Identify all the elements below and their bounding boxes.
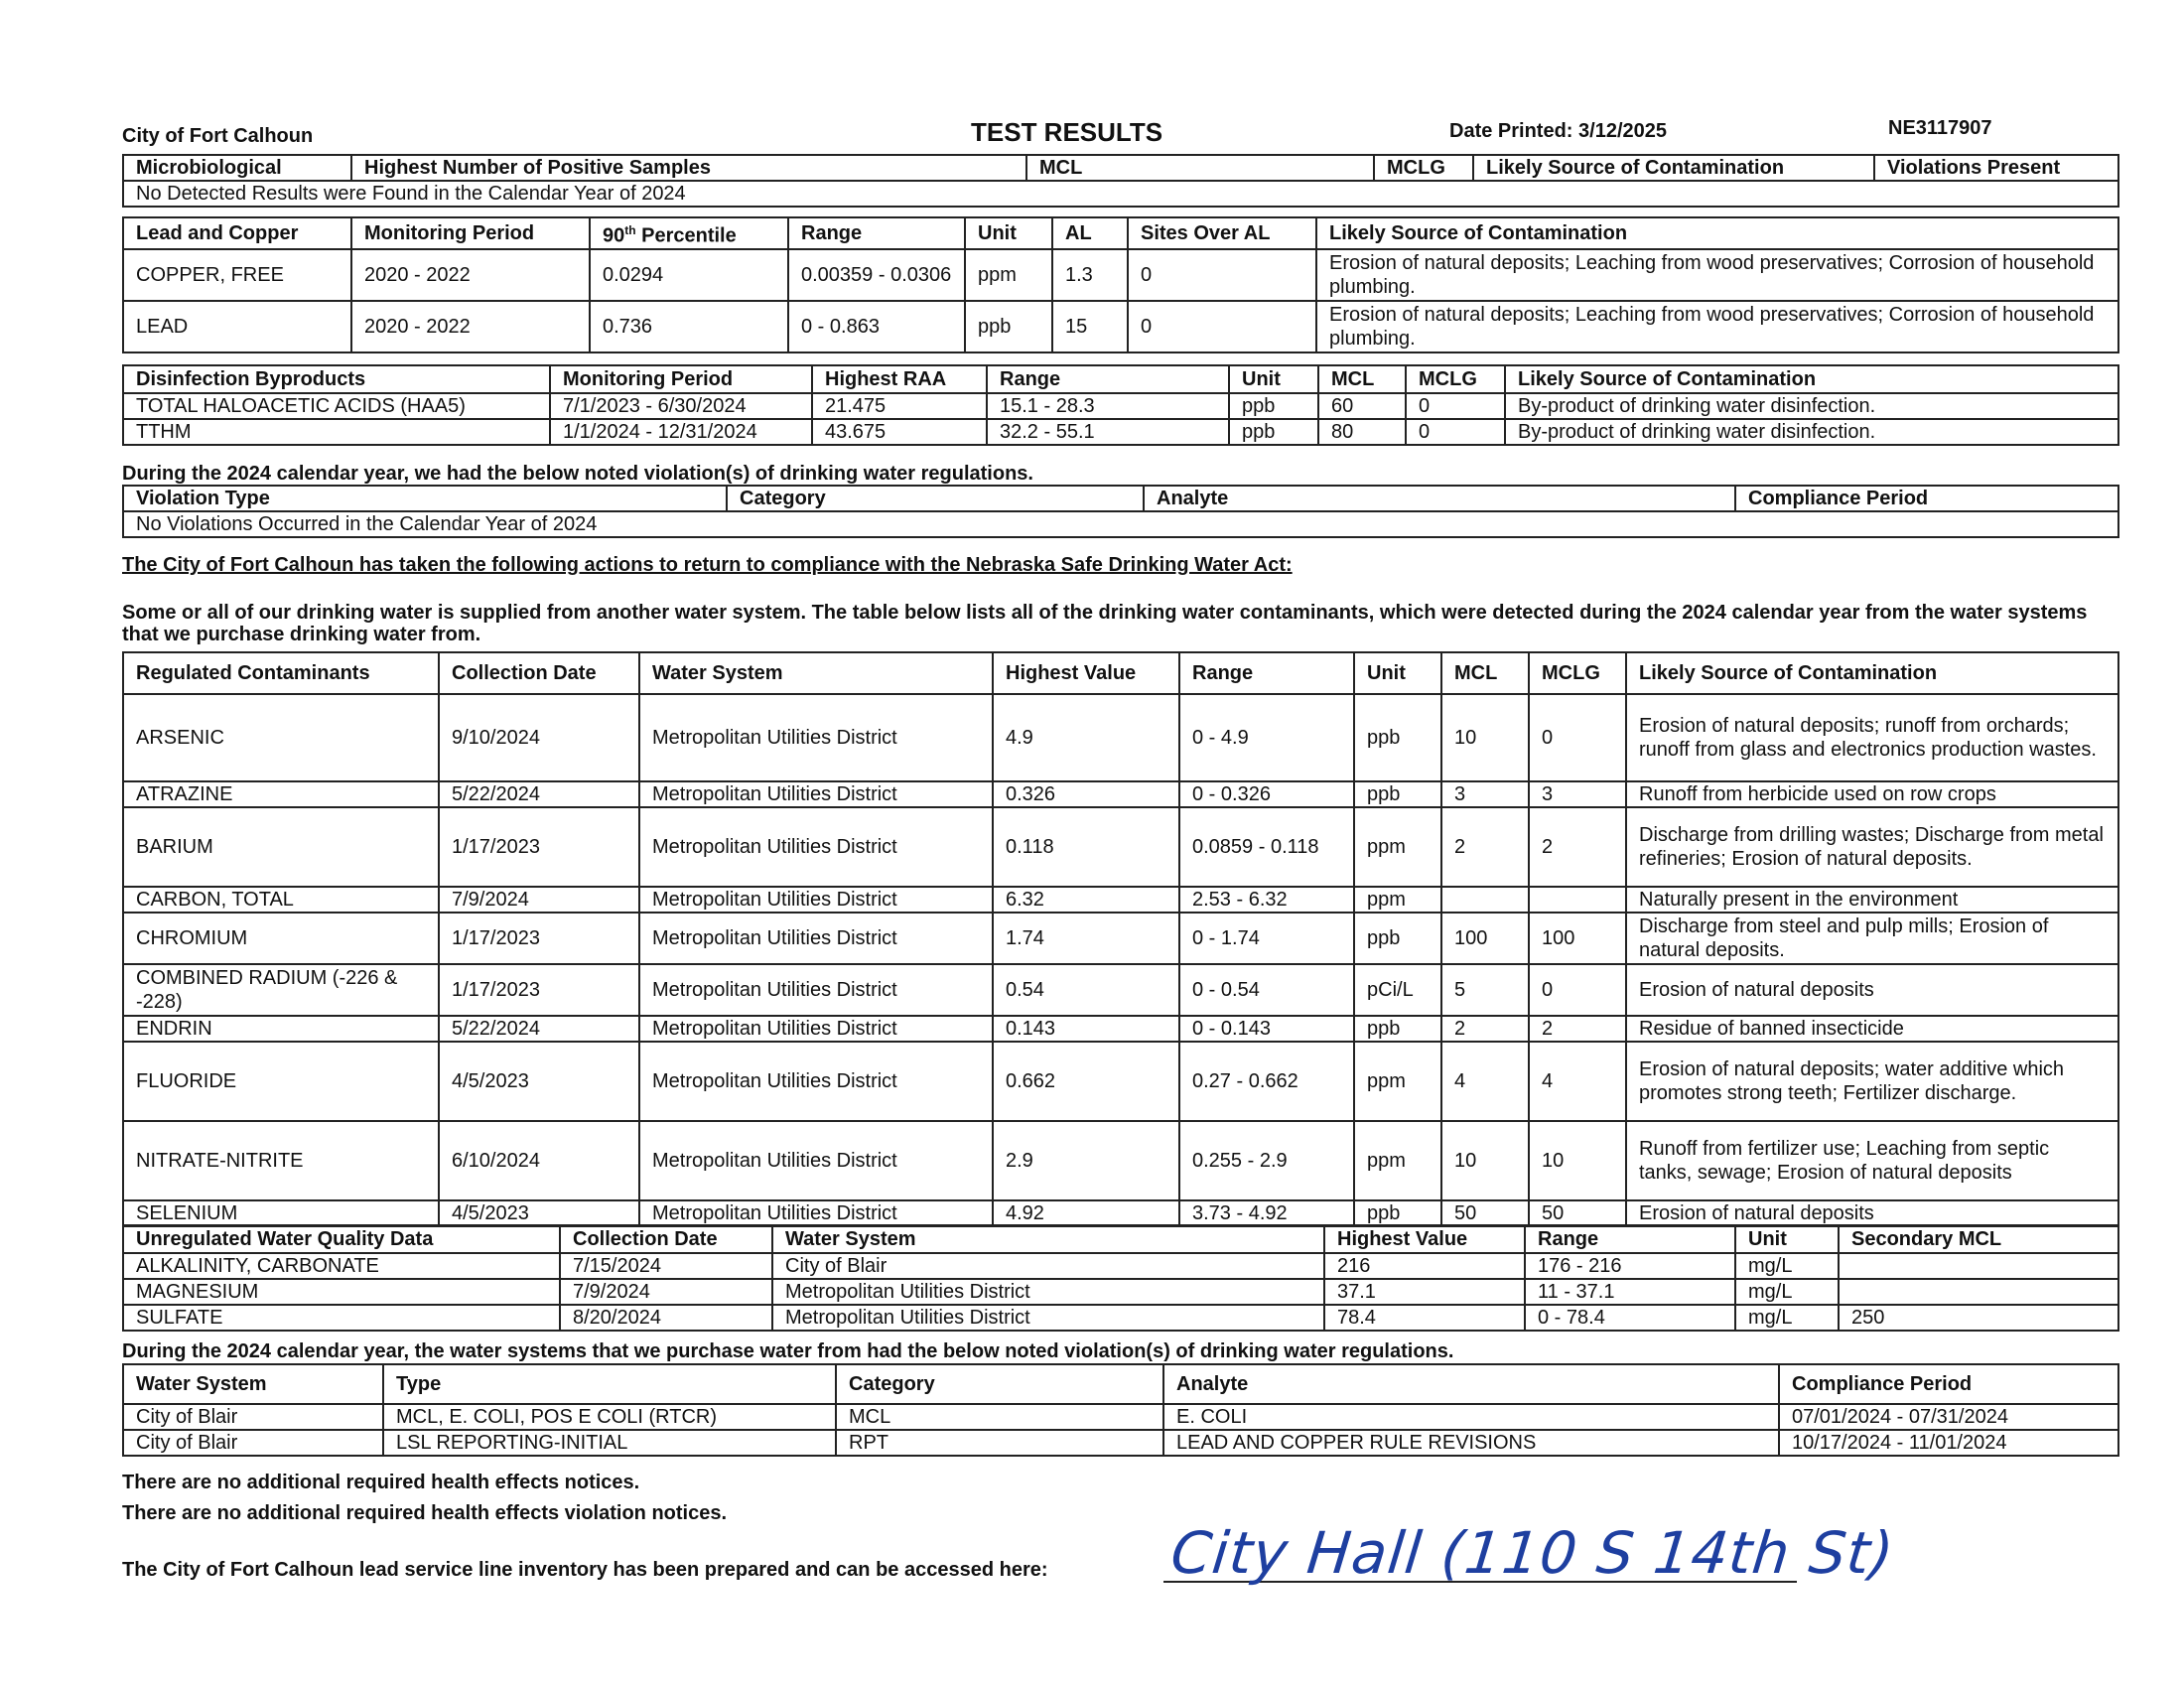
column-header: Violations Present bbox=[1874, 155, 2118, 181]
cell: Metropolitan Utilities District bbox=[639, 781, 993, 807]
column-header: Unit bbox=[965, 217, 1052, 249]
cell: 21.475 bbox=[812, 393, 987, 419]
cell: Metropolitan Utilities District bbox=[639, 1121, 993, 1200]
cell: 0.0294 bbox=[590, 249, 788, 301]
table-row bbox=[123, 887, 2118, 913]
cell: 176 - 216 bbox=[1525, 1253, 1735, 1279]
table-header-row bbox=[123, 1364, 2118, 1404]
cell: 15.1 - 28.3 bbox=[987, 393, 1229, 419]
cell: 4 bbox=[1529, 1042, 1626, 1121]
cell: 0 - 0.54 bbox=[1179, 964, 1354, 1016]
column-header: MCLG bbox=[1406, 365, 1505, 393]
cell: Metropolitan Utilities District bbox=[639, 1200, 993, 1226]
cell: 3 bbox=[1529, 781, 1626, 807]
cell: Discharge from drilling wastes; Discharge from metal refineries; Erosion of natural deposits. bbox=[1626, 807, 2118, 887]
cell: 78.4 bbox=[1324, 1305, 1525, 1331]
cell: Metropolitan Utilities District bbox=[639, 694, 993, 781]
handwritten-location: City Hall (110 S 14th St) bbox=[1167, 1519, 1898, 1587]
table-row bbox=[123, 807, 2118, 887]
column-header: Range bbox=[987, 365, 1229, 393]
cell: 15 bbox=[1052, 301, 1128, 352]
cell: ENDRIN bbox=[123, 1016, 439, 1042]
column-header: Unregulated Water Quality Data bbox=[123, 1225, 560, 1253]
column-header: Compliance Period bbox=[1779, 1364, 2118, 1404]
column-header: 90th Percentile bbox=[590, 217, 788, 249]
table-row bbox=[123, 1430, 2118, 1456]
cell: Metropolitan Utilities District bbox=[639, 807, 993, 887]
cell: 0 bbox=[1406, 393, 1505, 419]
table-note: No Violations Occurred in the Calendar Year of 2024 bbox=[123, 511, 2118, 537]
cell: 250 bbox=[1839, 1305, 2118, 1331]
cell: 60 bbox=[1318, 393, 1406, 419]
table-row bbox=[123, 301, 2118, 352]
column-header: MCL bbox=[1026, 155, 1374, 181]
cell: 0 - 0.863 bbox=[788, 301, 965, 352]
cell: 0.00359 - 0.0306 bbox=[788, 249, 965, 301]
cell: City of Blair bbox=[772, 1253, 1324, 1279]
cell: 2 bbox=[1441, 807, 1529, 887]
cell: 2020 - 2022 bbox=[351, 249, 590, 301]
cell: 0.143 bbox=[993, 1016, 1179, 1042]
cell: 1/17/2023 bbox=[439, 807, 639, 887]
cell: Residue of banned insecticide bbox=[1626, 1016, 2118, 1042]
column-header: Likely Source of Contamination bbox=[1473, 155, 1874, 181]
cell: Discharge from steel and pulp mills; Erosion of natural deposits. bbox=[1626, 913, 2118, 964]
cell: By-product of drinking water disinfection. bbox=[1505, 419, 2118, 445]
cell: TOTAL HALOACETIC ACIDS (HAA5) bbox=[123, 393, 550, 419]
cell: Erosion of natural deposits bbox=[1626, 964, 2118, 1016]
unregulated-data-table bbox=[122, 1224, 2119, 1332]
cell: 2.53 - 6.32 bbox=[1179, 887, 1354, 913]
table-header-row bbox=[123, 155, 2118, 181]
cell: 0.736 bbox=[590, 301, 788, 352]
table-header-row bbox=[123, 486, 2118, 511]
cell: 0 bbox=[1406, 419, 1505, 445]
cell: ppb bbox=[1354, 781, 1441, 807]
cell: Metropolitan Utilities District bbox=[639, 1042, 993, 1121]
cell: mg/L bbox=[1735, 1305, 1839, 1331]
column-header: Highest RAA bbox=[812, 365, 987, 393]
cell: 0 - 1.74 bbox=[1179, 913, 1354, 964]
cell: 4.9 bbox=[993, 694, 1179, 781]
cell: Erosion of natural deposits; Leaching from wood preservatives; Corrosion of household plumbing. bbox=[1316, 301, 2118, 352]
cell: 07/01/2024 - 07/31/2024 bbox=[1779, 1404, 2118, 1430]
health-violation-notice: There are no additional required health effects violation notices. bbox=[122, 1502, 728, 1524]
column-header: Microbiological bbox=[123, 155, 351, 181]
cell: CARBON, TOTAL bbox=[123, 887, 439, 913]
regulated-contaminants-table bbox=[122, 651, 2119, 1227]
column-header: Likely Source of Contamination bbox=[1316, 217, 2118, 249]
column-header: Disinfection Byproducts bbox=[123, 365, 550, 393]
cell: ppm bbox=[965, 249, 1052, 301]
cell: 7/9/2024 bbox=[439, 887, 639, 913]
cell: 50 bbox=[1529, 1200, 1626, 1226]
cell: 0 bbox=[1128, 249, 1316, 301]
cell: 0.0859 - 0.118 bbox=[1179, 807, 1354, 887]
column-header: Unit bbox=[1229, 365, 1318, 393]
cell: 3.73 - 4.92 bbox=[1179, 1200, 1354, 1226]
cell: 7/9/2024 bbox=[560, 1279, 772, 1305]
cell: 1/17/2023 bbox=[439, 913, 639, 964]
cell: 2 bbox=[1441, 1016, 1529, 1042]
cell: SULFATE bbox=[123, 1305, 560, 1331]
table-row bbox=[123, 511, 2118, 537]
column-header: Monitoring Period bbox=[351, 217, 590, 249]
cell: ppb bbox=[1354, 694, 1441, 781]
cell: FLUORIDE bbox=[123, 1042, 439, 1121]
column-header: Lead and Copper bbox=[123, 217, 351, 249]
cell: 1.74 bbox=[993, 913, 1179, 964]
cell: NITRATE-NITRITE bbox=[123, 1121, 439, 1200]
purchased-water-text: Some or all of our drinking water is supplied from another water system. The table below lists all of the drinking water contaminants, which were detected during the 2024 calendar year from the water systems that we purchase drinking water from. bbox=[122, 602, 2088, 645]
cell: ppb bbox=[1354, 913, 1441, 964]
column-header: Compliance Period bbox=[1735, 486, 2118, 511]
cell: 0 - 0.143 bbox=[1179, 1016, 1354, 1042]
cell: 0.326 bbox=[993, 781, 1179, 807]
cell: 0 bbox=[1529, 964, 1626, 1016]
cell: Erosion of natural deposits; Leaching from wood preservatives; Corrosion of household plumbing. bbox=[1316, 249, 2118, 301]
cell: 0.27 - 0.662 bbox=[1179, 1042, 1354, 1121]
column-header: Regulated Contaminants bbox=[123, 652, 439, 694]
column-header: Analyte bbox=[1144, 486, 1735, 511]
table-row bbox=[123, 1016, 2118, 1042]
cell: 10 bbox=[1441, 694, 1529, 781]
table-note: No Detected Results were Found in the Calendar Year of 2024 bbox=[123, 181, 2118, 207]
cell: 1/1/2024 - 12/31/2024 bbox=[550, 419, 812, 445]
table-row bbox=[123, 1404, 2118, 1430]
cell: mg/L bbox=[1735, 1253, 1839, 1279]
table-row bbox=[123, 1042, 2118, 1121]
health-effects-notice: There are no additional required health effects notices. bbox=[122, 1472, 640, 1493]
cell: ppb bbox=[1354, 1016, 1441, 1042]
cell: 0 bbox=[1529, 694, 1626, 781]
column-header: Type bbox=[383, 1364, 836, 1404]
cell: MCL, E. COLI, POS E COLI (RTCR) bbox=[383, 1404, 836, 1430]
cell: ppm bbox=[1354, 807, 1441, 887]
cell: 3 bbox=[1441, 781, 1529, 807]
cell: 10 bbox=[1529, 1121, 1626, 1200]
date-printed: Date Printed: 3/12/2025 bbox=[1449, 120, 1667, 142]
cell: 2020 - 2022 bbox=[351, 301, 590, 352]
cell: LSL REPORTING-INITIAL bbox=[383, 1430, 836, 1456]
column-header: Highest Value bbox=[1324, 1225, 1525, 1253]
table-row bbox=[123, 1121, 2118, 1200]
cell bbox=[1529, 887, 1626, 913]
cell: 0 - 0.326 bbox=[1179, 781, 1354, 807]
column-header: Range bbox=[1525, 1225, 1735, 1253]
cell: City of Blair bbox=[123, 1430, 383, 1456]
cell: 10 bbox=[1441, 1121, 1529, 1200]
cell: 100 bbox=[1529, 913, 1626, 964]
cell: COPPER, FREE bbox=[123, 249, 351, 301]
cell: ppm bbox=[1354, 887, 1441, 913]
table-row bbox=[123, 1305, 2118, 1331]
cell: 37.1 bbox=[1324, 1279, 1525, 1305]
cell: mg/L bbox=[1735, 1279, 1839, 1305]
cell: ppb bbox=[965, 301, 1052, 352]
violations-intro: During the 2024 calendar year, we had the below noted violation(s) of drinking water regulations. bbox=[122, 463, 1033, 485]
cell: 6.32 bbox=[993, 887, 1179, 913]
column-header: Category bbox=[727, 486, 1144, 511]
column-header: MCL bbox=[1441, 652, 1529, 694]
table-row bbox=[123, 694, 2118, 781]
cell: 50 bbox=[1441, 1200, 1529, 1226]
purchased-violations-intro: During the 2024 calendar year, the water systems that we purchase water from had the below noted violation(s) of drinking water regulations. bbox=[122, 1340, 1454, 1362]
cell: By-product of drinking water disinfection. bbox=[1505, 393, 2118, 419]
table-row bbox=[123, 181, 2118, 207]
cell: 80 bbox=[1318, 419, 1406, 445]
violations-table bbox=[122, 485, 2119, 538]
column-header: Likely Source of Contamination bbox=[1505, 365, 2118, 393]
cell: Metropolitan Utilities District bbox=[772, 1305, 1324, 1331]
cell: 0 - 4.9 bbox=[1179, 694, 1354, 781]
cell: LEAD bbox=[123, 301, 351, 352]
cell: 32.2 - 55.1 bbox=[987, 419, 1229, 445]
cell: 4 bbox=[1441, 1042, 1529, 1121]
table-row bbox=[123, 913, 2118, 964]
column-header: MCLG bbox=[1529, 652, 1626, 694]
column-header: Sites Over AL bbox=[1128, 217, 1316, 249]
column-header: Highest Value bbox=[993, 652, 1179, 694]
table-header-row bbox=[123, 1225, 2118, 1253]
cell: SELENIUM bbox=[123, 1200, 439, 1226]
cell: ALKALINITY, CARBONATE bbox=[123, 1253, 560, 1279]
cell: E. COLI bbox=[1163, 1404, 1779, 1430]
cell: ATRAZINE bbox=[123, 781, 439, 807]
lead-copper-table bbox=[122, 216, 2119, 353]
compliance-actions-text: The City of Fort Calhoun has taken the following actions to return to compliance with the Nebraska Safe Drinking Water Act: bbox=[122, 554, 1293, 576]
cell: pCi/L bbox=[1354, 964, 1441, 1016]
column-header: MCL bbox=[1318, 365, 1406, 393]
cell: Erosion of natural deposits; runoff from orchards; runoff from glass and electronics production wastes. bbox=[1626, 694, 2118, 781]
cell: ppm bbox=[1354, 1042, 1441, 1121]
column-header: Range bbox=[1179, 652, 1354, 694]
cell bbox=[1839, 1253, 2118, 1279]
column-header: Unit bbox=[1735, 1225, 1839, 1253]
column-header: Water System bbox=[639, 652, 993, 694]
cell: ppb bbox=[1229, 393, 1318, 419]
disinfection-byproducts-table bbox=[122, 364, 2119, 446]
lsl-inventory-text: The City of Fort Calhoun lead service line inventory has been prepared and can be accessed here: bbox=[122, 1559, 1048, 1581]
cell: 6/10/2024 bbox=[439, 1121, 639, 1200]
column-header: Highest Number of Positive Samples bbox=[351, 155, 1026, 181]
column-header: Likely Source of Contamination bbox=[1626, 652, 2118, 694]
cell: 11 - 37.1 bbox=[1525, 1279, 1735, 1305]
cell: 9/10/2024 bbox=[439, 694, 639, 781]
table-row bbox=[123, 1200, 2118, 1226]
cell: Naturally present in the environment bbox=[1626, 887, 2118, 913]
table-row bbox=[123, 249, 2118, 301]
table-header-row bbox=[123, 217, 2118, 249]
microbiological-table bbox=[122, 154, 2119, 208]
cell: Metropolitan Utilities District bbox=[639, 887, 993, 913]
cell: 1.3 bbox=[1052, 249, 1128, 301]
cell: 216 bbox=[1324, 1253, 1525, 1279]
cell: 0.118 bbox=[993, 807, 1179, 887]
cell: BARIUM bbox=[123, 807, 439, 887]
table-row bbox=[123, 393, 2118, 419]
column-header: Analyte bbox=[1163, 1364, 1779, 1404]
cell: 43.675 bbox=[812, 419, 987, 445]
table-row bbox=[123, 781, 2118, 807]
cell: 5/22/2024 bbox=[439, 1016, 639, 1042]
table-row bbox=[123, 1279, 2118, 1305]
cell: Erosion of natural deposits bbox=[1626, 1200, 2118, 1226]
cell: Runoff from herbicide used on row crops bbox=[1626, 781, 2118, 807]
column-header: Category bbox=[836, 1364, 1163, 1404]
cell: 7/15/2024 bbox=[560, 1253, 772, 1279]
table-row bbox=[123, 964, 2118, 1016]
cell: 1/17/2023 bbox=[439, 964, 639, 1016]
cell bbox=[1441, 887, 1529, 913]
column-header: Unit bbox=[1354, 652, 1441, 694]
cell: Metropolitan Utilities District bbox=[639, 913, 993, 964]
cell: Metropolitan Utilities District bbox=[639, 964, 993, 1016]
cell: Metropolitan Utilities District bbox=[772, 1279, 1324, 1305]
cell: 7/1/2023 - 6/30/2024 bbox=[550, 393, 812, 419]
column-header: MCLG bbox=[1374, 155, 1473, 181]
cell: 0.54 bbox=[993, 964, 1179, 1016]
table-row bbox=[123, 1253, 2118, 1279]
system-id: NE3117907 bbox=[1888, 117, 1992, 139]
cell: Metropolitan Utilities District bbox=[639, 1016, 993, 1042]
cell: Erosion of natural deposits; water additive which promotes strong teeth; Fertilizer discharge. bbox=[1626, 1042, 2118, 1121]
cell: ARSENIC bbox=[123, 694, 439, 781]
column-header: Water System bbox=[123, 1364, 383, 1404]
cell: 4/5/2023 bbox=[439, 1042, 639, 1121]
cell: LEAD AND COPPER RULE REVISIONS bbox=[1163, 1430, 1779, 1456]
cell: 100 bbox=[1441, 913, 1529, 964]
cell: 0.255 - 2.9 bbox=[1179, 1121, 1354, 1200]
table-row bbox=[123, 419, 2118, 445]
column-header: Range bbox=[788, 217, 965, 249]
cell: City of Blair bbox=[123, 1404, 383, 1430]
column-header: Collection Date bbox=[560, 1225, 772, 1253]
cell: Runoff from fertilizer use; Leaching from septic tanks, sewage; Erosion of natural deposits bbox=[1626, 1121, 2118, 1200]
column-header: Collection Date bbox=[439, 652, 639, 694]
cell: 2.9 bbox=[993, 1121, 1179, 1200]
cell: RPT bbox=[836, 1430, 1163, 1456]
column-header: AL bbox=[1052, 217, 1128, 249]
cell: MCL bbox=[836, 1404, 1163, 1430]
cell: TTHM bbox=[123, 419, 550, 445]
cell: 5 bbox=[1441, 964, 1529, 1016]
cell: ppm bbox=[1354, 1121, 1441, 1200]
page-title: TEST RESULTS bbox=[971, 117, 1163, 147]
column-header: Monitoring Period bbox=[550, 365, 812, 393]
city-name: City of Fort Calhoun bbox=[122, 125, 314, 147]
column-header: Secondary MCL bbox=[1839, 1225, 2118, 1253]
cell: ppb bbox=[1354, 1200, 1441, 1226]
cell: COMBINED RADIUM (-226 & -228) bbox=[123, 964, 439, 1016]
cell: MAGNESIUM bbox=[123, 1279, 560, 1305]
cell: 5/22/2024 bbox=[439, 781, 639, 807]
cell: 4.92 bbox=[993, 1200, 1179, 1226]
table-header-row bbox=[123, 652, 2118, 694]
cell: 0.662 bbox=[993, 1042, 1179, 1121]
cell bbox=[1839, 1279, 2118, 1305]
cell: 0 - 78.4 bbox=[1525, 1305, 1735, 1331]
cell: CHROMIUM bbox=[123, 913, 439, 964]
column-header: Violation Type bbox=[123, 486, 727, 511]
cell: ppb bbox=[1229, 419, 1318, 445]
cell: 8/20/2024 bbox=[560, 1305, 772, 1331]
purchased-violations-table bbox=[122, 1363, 2119, 1457]
column-header: Water System bbox=[772, 1225, 1324, 1253]
cell: 2 bbox=[1529, 807, 1626, 887]
cell: 10/17/2024 - 11/01/2024 bbox=[1779, 1430, 2118, 1456]
cell: 2 bbox=[1529, 1016, 1626, 1042]
cell: 0 bbox=[1128, 301, 1316, 352]
cell: 4/5/2023 bbox=[439, 1200, 639, 1226]
table-header-row bbox=[123, 365, 2118, 393]
